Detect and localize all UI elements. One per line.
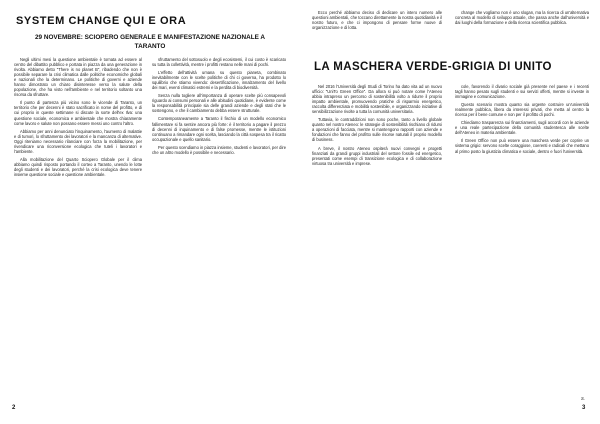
paragraph: Alla mobilitazione del Quarto Sciopero Globale per il clima abbiamo quindi risposto portando il corteo a Taranto, unendo le lotte degli studenti e dei lavoratori, perché la crisi ecologica deve tenere insieme questione sociale e questione ambientale. — [14, 156, 142, 177]
paragraph: Questo scenario mostra quanto sia urgente costruire un'università realmente pubblica, libera da interessi privati, che metta al centro la ricerca per il bene comune e non per il profitto di pochi. — [455, 102, 589, 118]
subtitle-line-2: TARANTO — [134, 43, 166, 50]
author-signature: S. — [581, 396, 585, 401]
paragraph: cole, favorendo il divario sociale già presente nel paese e i recenti tagli hanno pesato sugli studenti e sui servizi offerti, mentre si investe in immagine e comunicazione. — [455, 84, 589, 100]
paragraph: change che vogliamo non è uno slogan, ma la ricerca di un'alternativa concreta al modello di sviluppo attuale, che passa anche dall'università e dai luoghi della formazione e della ricerca scientifica pubblica. — [455, 10, 589, 26]
paragraph: L'effetto dell'attività umana su questo pianeta, combinato inevitabilmente con le scelte politiche di chi ci governa, ha prodotto lo squilibrio che stiamo vivendo: desertificazione, innalzamento del livello dei mari, eventi climatici estremi e la perdita di biodiversità. — [152, 70, 286, 91]
right-top-column-1 — [312, 10, 442, 52]
paragraph: Tuttavia, le contraddizioni non sono poche, tanto a livello globale quanto nel nostro Ateneo: le strategie di sostenibilità rischiano di ridursi a operazioni di facciata, mentre si mantengono rapporti con aziende e fondazioni che fanno del profitto sulle risorse naturali il proprio modello di business. — [312, 117, 442, 143]
paragraph: Senza nulla togliere all'importanza di operare scelte più consapevoli riguardo ai consumi personali e alle abitudini quotidiane, è evidente come la responsabilità principale sia delle grandi aziende e degli stati che le sostengono, e che il cambiamento debba essere strutturale. — [152, 93, 286, 114]
paragraph: Per questo scendiamo in piazza insieme, studenti e lavoratori, per dire che un altro modello è possibile e necessario. — [152, 144, 286, 155]
subtitle-line-1: 29 NOVEMBRE: SCIOPERO GENERALE E MANIFESTAZIONE NAZIONALE A — [34, 34, 266, 41]
paragraph: A breve, il nostro Ateneo ospiterà nuovi convegni e progetti finanziati da grandi gruppi industriali del settore fossile ed energetico, presentati come esempi di transizione ecologica e di collaborazione virtuosa tra università e imprese. — [312, 145, 442, 166]
page-number-right: 3 — [582, 405, 586, 411]
right-article-title: LA MASCHERA VERDE-GRIGIA DI UNITO — [314, 61, 552, 73]
left-article-title: SYSTEM CHANGE QUI E ORA — [16, 15, 187, 27]
paragraph: sfruttamento del sottosuolo e degli ecosistemi, il cui costo è scaricato su tutta la collettività, mentre i profitti restano nelle mani di pochi. — [152, 57, 286, 68]
paragraph: Chiediamo trasparenza sui finanziamenti, sugli accordi con le aziende e una reale partecipazione della comunità studentesca alle scelte dell'Ateneo in materia ambientale. — [455, 120, 589, 136]
page-number-left: 2 — [12, 405, 16, 411]
left-column-2 — [152, 57, 286, 404]
paragraph: Il punto di partenza più vicino sono le vicende di Taranto, un territorio che per decenni è stato sacrificato in nome del profitto, e di cui proprio in queste settimane si discute la sorte dell'ex Ilva: una questione sociale, economica e ambientale che mostra chiaramente come lavoro e salute non possano essere messi uno contro l'altro. — [14, 100, 142, 126]
paragraph: Ecco perché abbiamo deciso di dedicare un intero numero alle questioni ambientali, che toccano direttamente la nostra quotidianità e il nostro futuro, e che ci impongono di pensare forme nuove di organizzazione e di lotta. — [312, 10, 442, 31]
right-column-1 — [312, 84, 442, 404]
left-article-subtitle — [8, 33, 292, 51]
paragraph: Il Green Office non può essere una maschera verde per coprire un sistema grigio: servono scelte coraggiose, coerenti e radicali che mettano al primo posto la giustizia climatica e sociale, dentro e fuori l'università. — [455, 138, 589, 154]
paragraph: Nel 2016 l'Università degli Studi di Torino ha dato vita ad un nuovo ufficio: "UniTo Green Office". Da allora si può notare come l'Ateneo abbia intrapreso un percorso di sostenibilità volto a ridurre il proprio impatto ambientale, promuovendo pratiche di risparmio energetico, raccolta differenziata e mobilità sostenibile, e organizzando iniziative di sensibilizzazione rivolte a tutta la comunità universitaria. — [312, 84, 442, 115]
right-column-2 — [455, 84, 589, 394]
left-column-1 — [14, 57, 142, 404]
paragraph: Abbiamo per anni denunciato l'inquinamento, l'aumento di malattie e di tumori, lo sfruttamento dei lavoratori e la mancanza di alternative. Oggi riteniamo necessario rilanciare con forza la mobilitazione, per rivendicare una riconversione ecologica che tuteli i lavoratori e l'ambiente. — [14, 128, 142, 154]
paragraph: Contemporaneamente a Taranto il fischio di un modello economico fallimentare si fa sentire ancora più forte: è il territorio a pagare il prezzo di decenni di inquinamento e di false promesse, mentre le istituzioni continuano a rimandare ogni scelta, lasciando la città sospesa tra il ricatto occupazionale e quello sanitario. — [152, 116, 286, 142]
right-page — [300, 0, 600, 424]
right-top-column-2 — [455, 10, 589, 52]
paragraph: Negli ultimi mesi la questione ambientale è tornata ad essere al centro del dibattito pubblico e portata in piazza da una generazione in rivolta. Abbiamo detto "There is no planet B", ribadendo che non è possibile separare la crisi climatica dalle politiche economiche globali e nazionali che la determinano. Le politiche di governi e aziende hanno dimostrato un chiaro disinteresse verso la salute della popolazione, che ha visto nell'ambiente e nel territorio soltanto una risorsa da sfruttare. — [14, 57, 142, 98]
